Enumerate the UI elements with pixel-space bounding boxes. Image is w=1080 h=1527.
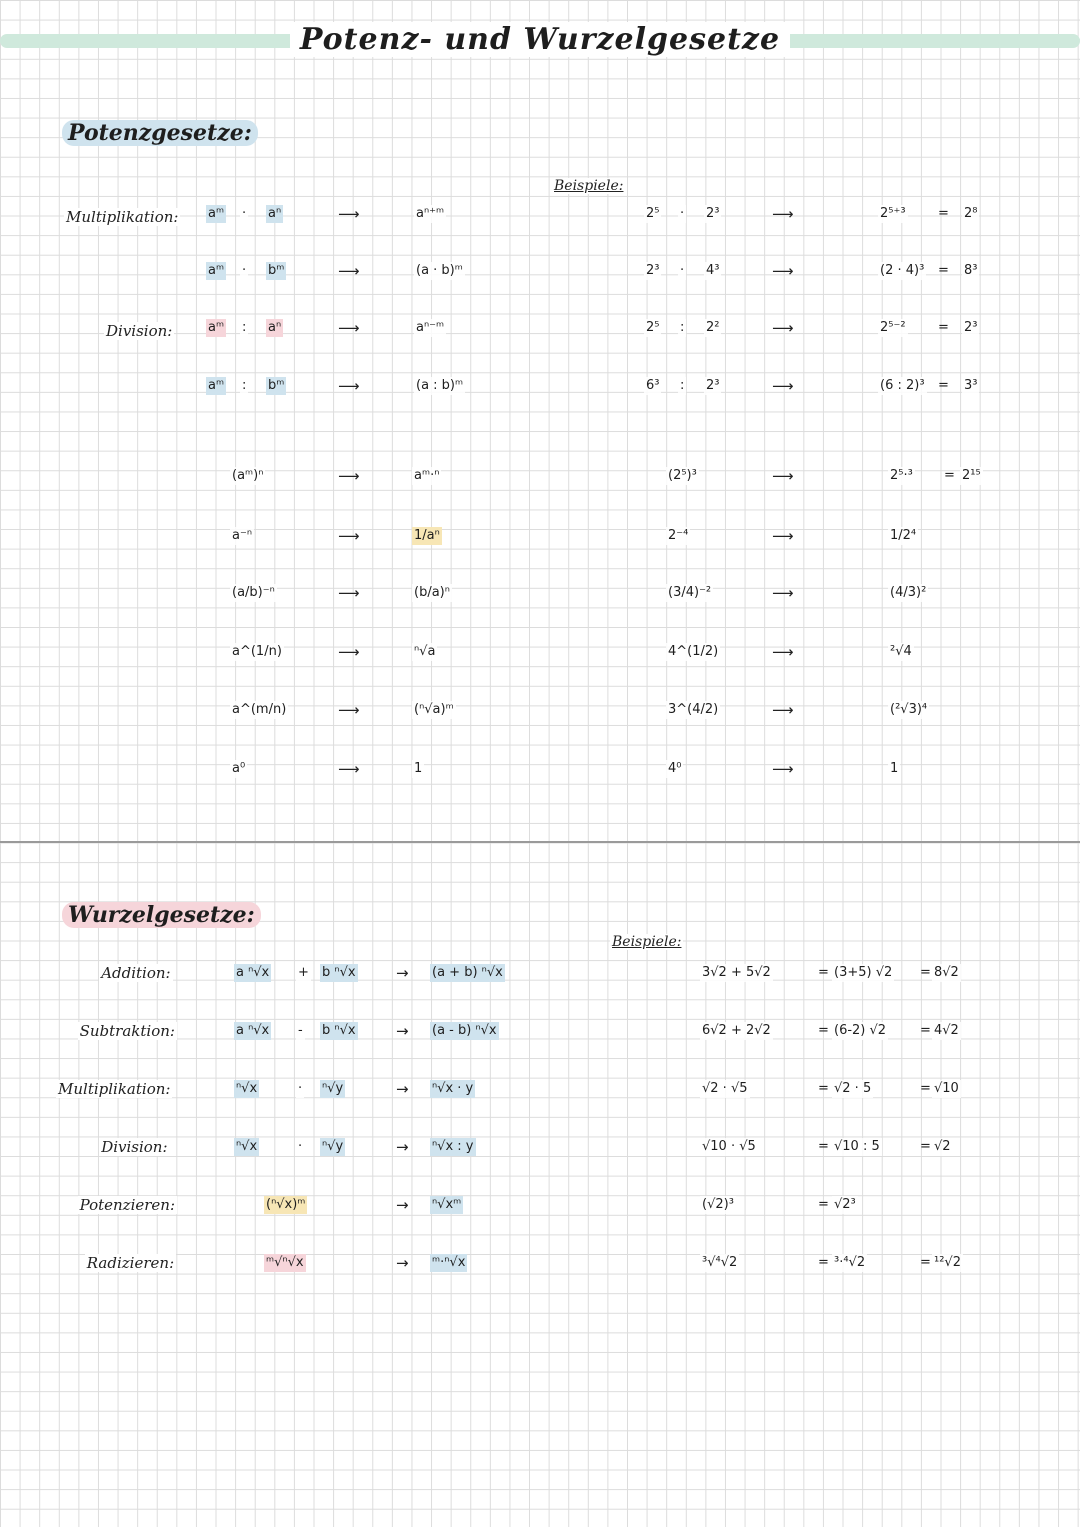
example-mid: √2 · 5 [834, 1081, 872, 1096]
arrow-icon: ⟶ [772, 643, 794, 661]
rule-term-b: ⁿ√y [322, 1139, 344, 1154]
example-final: √2 [934, 1139, 951, 1154]
rule-result: (a - b) ⁿ√x [432, 1023, 497, 1038]
example-final: 8³ [964, 263, 978, 278]
example-mid: (6-2) √2 [834, 1023, 887, 1038]
example-term: √10 · √5 [702, 1139, 756, 1154]
example-term-a: 6³ [646, 378, 660, 393]
example-result: 2⁵⁻² [880, 320, 906, 335]
example-term: (√2)³ [702, 1197, 734, 1212]
rule-result: ⁿ√x · y [432, 1081, 474, 1096]
arrow-icon: ⟶ [772, 527, 794, 545]
example-mid: √10 : 5 [834, 1139, 880, 1154]
rule-operator: + [298, 965, 309, 980]
wurzel-beispiele-label: Beispiele: [612, 934, 682, 950]
arrow-icon: → [396, 1080, 409, 1098]
example-final: 3³ [964, 378, 978, 393]
arrow-icon: ⟶ [338, 262, 360, 280]
wurzel-label: Potenzieren: [79, 1196, 176, 1214]
label-multiplikation: Multiplikation: [66, 208, 179, 226]
example-term-b: 4³ [706, 263, 720, 278]
arrow-icon: ⟶ [772, 205, 794, 223]
wurzel-label: Multiplikation: [58, 1080, 171, 1098]
rule-result: (a + b) ⁿ√x [432, 965, 503, 980]
equals-sign: = [920, 1139, 931, 1154]
example-term: (2⁵)³ [668, 468, 697, 483]
equals-sign: = [938, 206, 949, 221]
equals-sign: = [920, 1023, 931, 1038]
example-result: (2 · 4)³ [880, 263, 925, 278]
wurzel-label: Addition: [101, 964, 171, 982]
example-term: √2 · √5 [702, 1081, 748, 1096]
rule-term: (ⁿ√x)ᵐ [266, 1197, 306, 1212]
section-divider [0, 841, 1080, 843]
arrow-icon: ⟶ [338, 377, 360, 395]
arrow-icon: → [396, 964, 409, 982]
rule-term-b: bᵐ [268, 263, 285, 278]
equals-sign: = [920, 965, 931, 980]
example-term: 4⁰ [668, 761, 682, 776]
example-final: 2⁸ [964, 206, 978, 221]
example-term-b: 2² [706, 320, 720, 335]
equals-sign: = [818, 1255, 829, 1270]
rule-result: ⁿ√xᵐ [432, 1197, 462, 1212]
rule-term-a: aᵐ [208, 263, 225, 278]
arrow-icon: → [396, 1196, 409, 1214]
example-result: (4/3)² [890, 585, 927, 600]
rule-result: ⁿ√a [414, 644, 436, 659]
example-operator: · [680, 263, 685, 278]
rule-operator: : [242, 320, 247, 335]
arrow-icon: ⟶ [772, 467, 794, 485]
example-final: ¹²√2 [934, 1255, 961, 1270]
rule-term-b: aⁿ [268, 320, 282, 335]
rule-term-a: a ⁿ√x [236, 1023, 270, 1038]
rule-term: (aᵐ)ⁿ [232, 468, 264, 483]
arrow-icon: ⟶ [338, 205, 360, 223]
equals-sign: = [818, 965, 829, 980]
example-final: 2³ [964, 320, 978, 335]
example-result: (6 : 2)³ [880, 378, 925, 393]
arrow-icon: ⟶ [338, 527, 360, 545]
arrow-icon: ⟶ [338, 760, 360, 778]
arrow-icon: → [396, 1254, 409, 1272]
equals-sign: = [818, 1139, 829, 1154]
example-final: 4√2 [934, 1023, 959, 1038]
example-term-a: 2³ [646, 263, 660, 278]
rule-term-b: bᵐ [268, 378, 285, 393]
rule-result: aⁿ⁻ᵐ [416, 320, 445, 335]
equals-sign: = [818, 1023, 829, 1038]
example-term: ³√⁴√2 [702, 1255, 738, 1270]
arrow-icon: ⟶ [338, 467, 360, 485]
arrow-icon: ⟶ [772, 760, 794, 778]
rule-result: (a · b)ᵐ [416, 263, 463, 278]
rule-result: (ⁿ√a)ᵐ [414, 702, 454, 717]
rule-term: a⁻ⁿ [232, 528, 253, 543]
rule-term-a: ⁿ√x [236, 1081, 258, 1096]
rule-term: ᵐ√ⁿ√x [266, 1255, 304, 1270]
rule-result: 1/aⁿ [414, 528, 440, 543]
rule-term-a: ⁿ√x [236, 1139, 258, 1154]
example-final: 2¹⁵ [962, 468, 981, 483]
example-term: 6√2 + 2√2 [702, 1023, 771, 1038]
rule-term-a: aᵐ [208, 320, 225, 335]
arrow-icon: ⟶ [338, 584, 360, 602]
arrow-icon: → [396, 1022, 409, 1040]
rule-operator: - [298, 1023, 303, 1038]
wurzel-heading: Wurzelgesetze: [62, 902, 261, 928]
label-division: Division: [106, 322, 173, 340]
arrow-icon: ⟶ [772, 262, 794, 280]
equals-sign: = [920, 1255, 931, 1270]
equals-sign: = [938, 378, 949, 393]
rule-term: a^(m/n) [232, 702, 287, 717]
example-term: 4^(1/2) [668, 644, 719, 659]
rule-result: 1 [414, 761, 423, 776]
wurzel-label: Radizieren: [86, 1254, 175, 1272]
rule-term: a⁰ [232, 761, 246, 776]
rule-operator: · [298, 1139, 303, 1154]
rule-result: (a : b)ᵐ [416, 378, 464, 393]
equals-sign: = [920, 1081, 931, 1096]
rule-result: ᵐ·ⁿ√x [432, 1255, 466, 1270]
example-term: 3√2 + 5√2 [702, 965, 771, 980]
example-result: 1/2⁴ [890, 528, 917, 543]
example-result: (²√3)⁴ [890, 702, 928, 717]
potenz-beispiele-label: Beispiele: [554, 178, 624, 194]
page-title: Potenz- und Wurzelgesetze [0, 22, 1080, 57]
arrow-icon: ⟶ [338, 319, 360, 337]
rule-result: aᵐ·ⁿ [414, 468, 440, 483]
example-operator: : [680, 320, 685, 335]
arrow-icon: ⟶ [772, 701, 794, 719]
arrow-icon: ⟶ [338, 643, 360, 661]
rule-term-b: ⁿ√y [322, 1081, 344, 1096]
wurzel-label: Subtraktion: [79, 1022, 175, 1040]
potenz-heading: Potenzgesetze: [62, 120, 258, 146]
rule-operator: · [298, 1081, 303, 1096]
example-result: ²√4 [890, 644, 912, 659]
example-mid: √2³ [834, 1197, 856, 1212]
example-mid: ³·⁴√2 [834, 1255, 866, 1270]
example-operator: · [680, 206, 685, 221]
equals-sign: = [818, 1197, 829, 1212]
rule-term-a: aᵐ [208, 378, 225, 393]
example-operator: : [680, 378, 685, 393]
equals-sign: = [938, 263, 949, 278]
rule-result: ⁿ√x : y [432, 1139, 474, 1154]
example-final: 8√2 [934, 965, 959, 980]
example-term-b: 2³ [706, 378, 720, 393]
wurzel-label: Division: [101, 1138, 168, 1156]
example-term-b: 2³ [706, 206, 720, 221]
rule-operator: · [242, 263, 247, 278]
example-term: (3/4)⁻² [668, 585, 712, 600]
arrow-icon: → [396, 1138, 409, 1156]
example-term-a: 2⁵ [646, 206, 660, 221]
example-final: √10 [934, 1081, 959, 1096]
arrow-icon: ⟶ [772, 377, 794, 395]
example-result: 1 [890, 761, 899, 776]
equals-sign: = [944, 468, 955, 483]
rule-term-b: b ⁿ√x [322, 1023, 356, 1038]
rule-operator: : [242, 378, 247, 393]
rule-result: aⁿ⁺ᵐ [416, 206, 445, 221]
arrow-icon: ⟶ [772, 584, 794, 602]
example-term: 2⁻⁴ [668, 528, 689, 543]
rule-term-b: aⁿ [268, 206, 282, 221]
example-result: 2⁵⁺³ [880, 206, 906, 221]
rule-term-b: b ⁿ√x [322, 965, 356, 980]
example-term-a: 2⁵ [646, 320, 660, 335]
rule-result: (b/a)ⁿ [414, 585, 450, 600]
arrow-icon: ⟶ [338, 701, 360, 719]
rule-term-a: aᵐ [208, 206, 225, 221]
example-mid: (3+5) √2 [834, 965, 893, 980]
example-result: 2⁵·³ [890, 468, 913, 483]
example-term: 3^(4/2) [668, 702, 719, 717]
equals-sign: = [818, 1081, 829, 1096]
rule-operator: · [242, 206, 247, 221]
arrow-icon: ⟶ [772, 319, 794, 337]
rule-term: a^(1/n) [232, 644, 282, 659]
rule-term-a: a ⁿ√x [236, 965, 270, 980]
rule-term: (a/b)⁻ⁿ [232, 585, 275, 600]
equals-sign: = [938, 320, 949, 335]
